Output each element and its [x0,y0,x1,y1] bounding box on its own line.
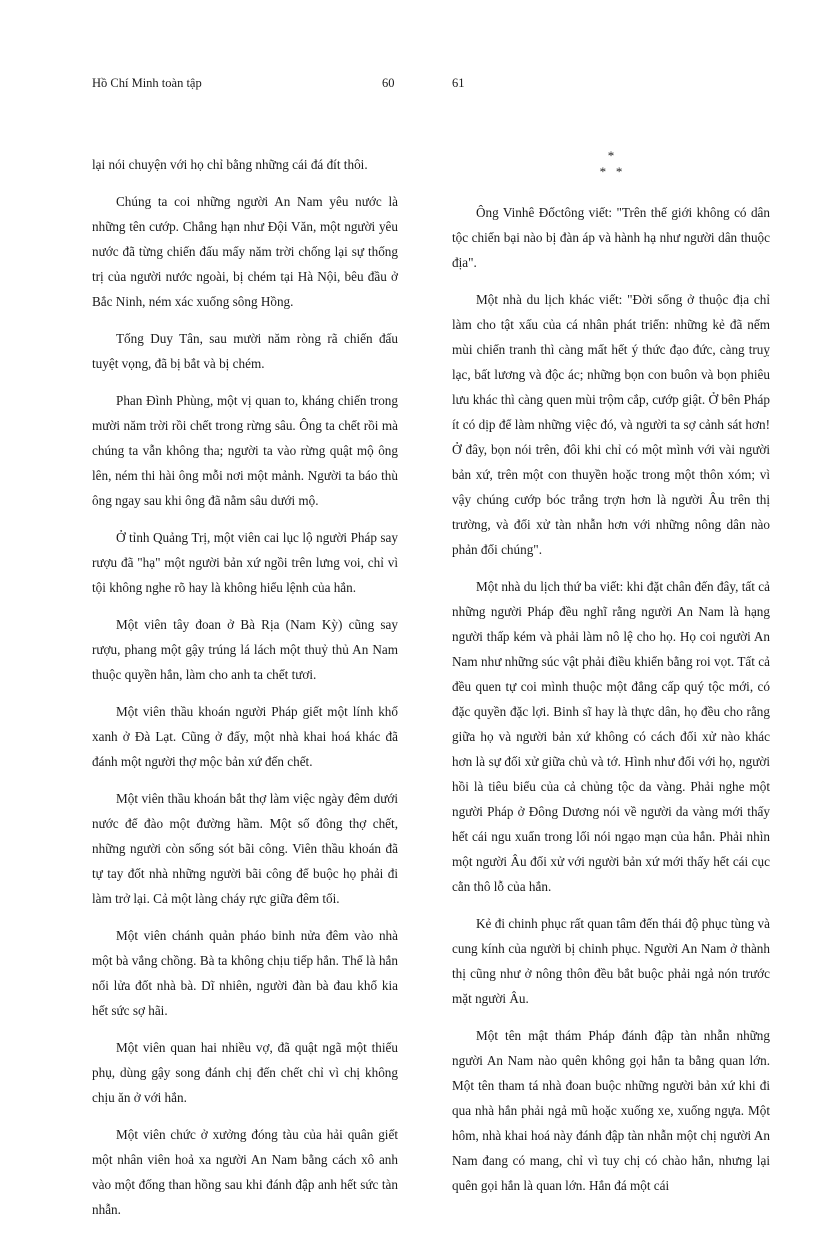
paragraph: Ở tỉnh Quảng Trị, một viên cai lục lộ người Pháp say rượu đã "hạ" một người bản xứ ngồi trên lưng voi, chỉ vì tội không nghe rõ hay là không hiểu lệnh của hắn. [92,530,398,595]
paragraph: lại nói chuyện với họ chỉ bằng những cái đá đít thôi. [92,157,368,172]
paragraph: Phan Đình Phùng, một vị quan to, kháng chiến trong mười năm trời rồi chết trong rừng sâu. Ông ta chết rồi mà chúng ta vẫn không tha; người ta vào rừng quật mộ ông lên, ném thi hài ông mỗi nơi một mảnh. Người ta báo thù ông ngay sau khi ông đã nằm sâu dưới mộ. [92,393,398,508]
paragraph: Một tên mật thám Pháp đánh đập tàn nhẫn những người An Nam nào quên không gọi hắn ta bằng quan lớn. Một tên tham tá nhà đoan buộc những người bản xứ khi đi qua nhà hắn phải ngả mũ hoặc xuống xe, xuống ngựa. Một hôm, nhà khai hoá này đánh đập tàn nhẫn một chị người An Nam đang có mang, chỉ vì tuy chị có chào hắn, nhưng lại quên gọi hắn là quan lớn. Hắn đá một cái [452,1028,770,1193]
paragraph: Một nhà du lịch khác viết: "Đời sống ở thuộc địa chỉ làm cho tật xấu của cá nhân phát triển: những kẻ đã nếm mùi chiến tranh thì càng mất hết ý thức đạo đức, càng truỵ lạc, bất lương và độc ác; những bọn con buôn và bọn phiêu lưu khác thì càng quen mùi trộm cắp, cướp giật. Ở bên Pháp ít có dịp để làm những việc đó, và người ta sợ cảnh sát hơn! Ở đây, bọn nói trên, đôi khi chỉ có một mình với vài người bản xứ, trên một con thuyền hoặc trong một thôn xóm; vì vậy chúng cướp bóc trắng trợn hơn là người Âu trên thị trường, và đối xử tàn nhẫn hơn với những nông dân nào phản đối chúng". [452,292,770,557]
right-page-number: 61 [452,76,465,90]
left-page-text [92,152,398,1234]
paragraph: Kẻ đi chinh phục rất quan tâm đến thái độ phục tùng và cung kính của người bị chinh phục. Người An Nam ở thành thị cũng như ở nông thôn đều bắt buộc phải ngả nón trước mặt người Âu. [452,916,770,1006]
section-separator [452,148,770,180]
paragraph: Một viên chánh quản pháo binh nửa đêm vào nhà một bà vắng chồng. Bà ta không chịu tiếp hắn. Thế là hắn nổi lửa đốt nhà bà. Dĩ nhiên, người đàn bà đau khổ kia hết sức sợ hãi. [92,928,398,1018]
paragraph: Một viên quan hai nhiều vợ, đã quật ngã một thiếu phụ, dùng gậy song đánh chị đến chết chỉ vì chị không chịu ăn ở với hắn. [92,1040,398,1105]
paragraph: Một viên tây đoan ở Bà Rịa (Nam Kỳ) cũng say rượu, phang một gậy trúng lá lách một thuỷ thủ An Nam thuộc quyền hắn, làm cho anh ta chết tươi. [92,617,398,682]
separator-star-top: * [607,148,615,163]
paragraph: Chúng ta coi những người An Nam yêu nước là những tên cướp. Chẳng hạn như Đội Văn, một người yêu nước đã từng chiến đấu mấy năm trời chống lại sự thống trị của người nước ngoài, bị chém tại Hà Nội, bêu đầu ở Bắc Ninh, ném xác xuống sông Hồng. [92,194,398,309]
paragraph: Tống Duy Tân, sau mười năm ròng rã chiến đấu tuyệt vọng, đã bị bắt và bị chém. [92,331,398,371]
paragraph: Ông Vinhê Đốctông viết: "Trên thế giới không có dân tộc chiến bại nào bị đàn áp và hành hạ như người dân thuộc địa". [452,205,770,270]
running-title: Hồ Chí Minh toàn tập [92,76,202,90]
paragraph: Một viên chức ở xưởng đóng tàu của hải quân giết một nhân viên hoả xa người An Nam bằng cách xô anh vào một đống than hồng sau khi đánh đập anh hết sức tàn nhẫn. [92,1127,398,1217]
paragraph: Một viên thầu khoán bắt thợ làm việc ngày đêm dưới nước để đào một đường hầm. Một số đông thợ chết, những người còn sống sót bãi công. Viên thầu khoán đã tự tay đốt nhà những người bãi công để buộc họ phải đi làm trở lại. Cả một làng cháy rực giữa đêm tối. [92,791,398,906]
left-page-number: 60 [382,76,395,90]
paragraph: Một viên thầu khoán người Pháp giết một lính khố xanh ở Đà Lạt. Cũng ở đấy, một nhà khai hoá khác đã đánh một người thợ mộc bản xứ đến chết. [92,704,398,769]
paragraph: Một nhà du lịch thứ ba viết: khi đặt chân đến đây, tất cả những người Pháp đều nghĩ rằng người An Nam là hạng người thấp kém và phải làm nô lệ cho họ. Họ coi người An Nam như những súc vật phải điều khiển bằng roi vọt. Tất cả đều quen tự coi mình thuộc một đẳng cấp quý tộc mới, có đặc quyền đặc lợi. Binh sĩ hay là thực dân, họ đều cho rằng giữa họ và người bản xứ không có cách đối xử nào khác hơn là sự đối xử giữa chủ và tớ. Hình như đối với họ, người hồi là tiêu biểu của cả chủng tộc da vàng. Phải nghe một người Pháp ở Đông Dương nói về người da vàng mới thấy hết cái ngu xuẩn trong lối nói ngạo mạn của hắn. Phải nhìn một người Âu đối xử với người bản xứ mới thấy hết cái cục cằn thô lỗ của hắn. [452,579,770,894]
separator-stars-bottom: * * [599,164,623,179]
right-page-text [452,148,770,1210]
